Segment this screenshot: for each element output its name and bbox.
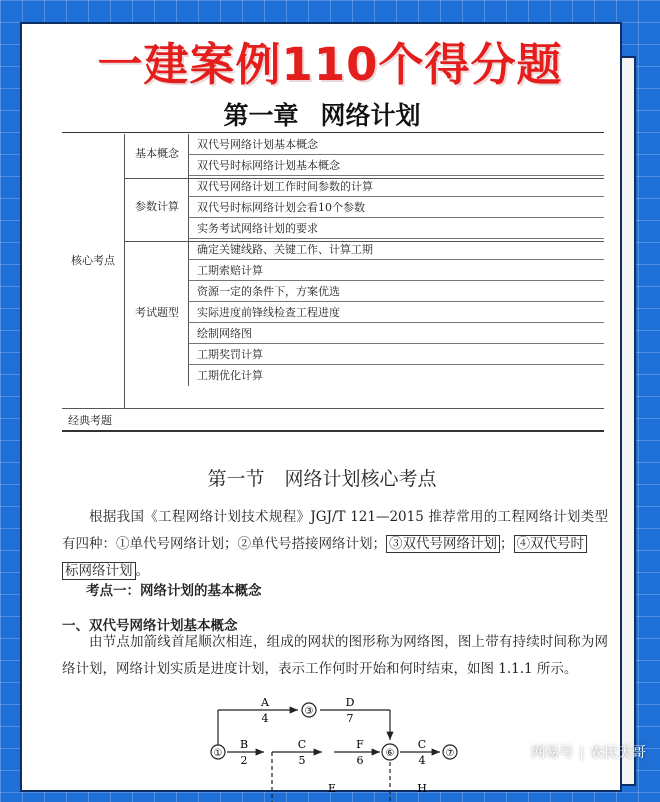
table-row: 工期索赔计算 — [189, 260, 604, 281]
group-label-calc: 参数计算 — [135, 200, 179, 213]
activity-name: E — [327, 782, 337, 795]
activity-duration: 6 — [356, 754, 364, 767]
activity-name: A — [261, 696, 269, 709]
table-row: 工期奖罚计算 — [189, 344, 604, 365]
section-name: 网络计划核心考点 — [284, 468, 437, 490]
summary-table — [62, 134, 604, 408]
table-row: 双代号网络计划工作时间参数的计算 — [189, 176, 604, 197]
chapter-title — [22, 96, 622, 132]
node-6: ⑥ — [385, 748, 395, 759]
section-title — [22, 464, 622, 491]
activity-name: C — [417, 738, 427, 751]
boxed-term-timescale-a: ④双代号时 — [514, 535, 588, 553]
group-label-column — [124, 134, 188, 408]
section-number: 第一节 — [207, 468, 265, 490]
activity-duration: 4 — [418, 754, 426, 767]
body-paragraph: 由节点加箭线首尾顺次相连，组成的网状的图形称为网络图，图上带有持续时间称为网络计划，网络计划实质是进度计划，表示工作何时开始和何时结束，如图 1.1.1 所示。 — [62, 634, 608, 677]
activity-name: B — [239, 738, 249, 751]
table-row: 绘制网络图 — [189, 323, 604, 344]
items-column — [188, 134, 604, 386]
boxed-term-timescale-b: 标网络计划 — [62, 562, 136, 580]
group-divider — [124, 241, 604, 242]
watermark-author: 农民天哥 — [590, 745, 646, 761]
intro-end: 。 — [135, 563, 149, 579]
activity-duration: 7 — [346, 712, 354, 725]
node-1: ① — [213, 748, 223, 759]
activity-name: C — [297, 738, 307, 751]
activity-duration: 4 — [261, 712, 269, 725]
table-row: 双代号时标网络计划会看10个参数 — [189, 197, 604, 218]
watermark-separator: | — [579, 745, 584, 761]
boxed-term-double-code: ③双代号网络计划 — [386, 535, 500, 553]
intro-separator: ； — [500, 536, 514, 552]
node-3: ③ — [304, 706, 314, 717]
table-row: 实际进度前锋线检查工程进度 — [189, 302, 604, 323]
intro-paragraph — [62, 504, 608, 585]
kaodian-heading: 考点一：网络计划的基本概念 — [86, 583, 262, 599]
activity-duration: 2 — [240, 754, 248, 767]
group-label-basic: 基本概念 — [135, 147, 179, 160]
table-row: 确定关键线路、关键工作、计算工期 — [189, 239, 604, 260]
sub-heading: 一、双代号网络计划基本概念 — [62, 618, 238, 634]
table-row: 双代号时标网络计划基本概念 — [189, 155, 604, 176]
classic-questions-row: 经典考题 — [62, 408, 604, 432]
activity-name: D — [345, 696, 355, 709]
table-row: 双代号网络计划基本概念 — [189, 134, 604, 155]
activity-name: H — [417, 782, 427, 795]
table-top-rule — [62, 132, 604, 133]
banner-title: 一建案例110个得分题 — [97, 38, 563, 91]
table-row: 实务考试网络计划的要求 — [189, 218, 604, 239]
document-page — [20, 22, 622, 795]
core-points-label: 核心考点 — [71, 254, 115, 267]
chapter-name: 网络计划 — [320, 101, 421, 130]
table-row: 工期优化计算 — [197, 369, 263, 382]
activity-name: F — [356, 738, 364, 751]
group-label-exam: 考试题型 — [135, 306, 179, 319]
intro-text: 根据我国《工程网络计划技术规程》JGJ/T 121—2015 推荐常用的工程网络计划类型有四种：①单代号网络计划；②单代号搭接网络计划； — [62, 509, 608, 552]
node-7: ⑦ — [445, 748, 455, 759]
watermark-brand: 网易号 — [531, 745, 574, 761]
watermark — [531, 742, 646, 762]
table-row: 资源一定的条件下，方案优选 — [189, 281, 604, 302]
group-divider — [124, 178, 604, 179]
chapter-number: 第一章 — [223, 101, 299, 130]
activity-duration: 5 — [298, 754, 306, 767]
